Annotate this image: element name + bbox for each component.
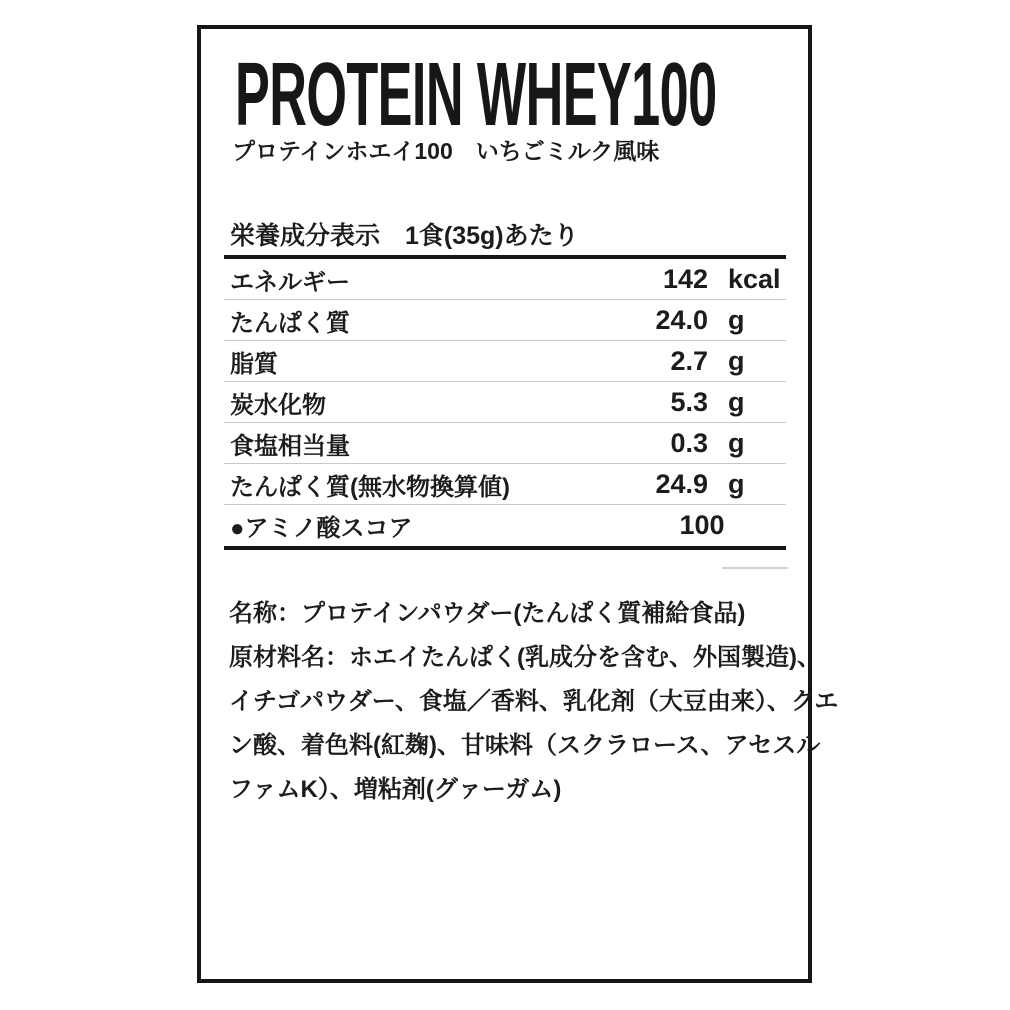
row-value: 24.0 [655, 304, 708, 335]
row-value: 24.9 [655, 468, 708, 499]
row-label: 食塩相当量 [230, 432, 350, 460]
nutrition-table-body [224, 255, 786, 550]
product-title: PROTEIN WHEY100 [235, 45, 717, 145]
nutrition-row-energy [224, 259, 786, 300]
ingredients-line-2: イチゴパウダー、食塩／香料、乳化剤（大豆由来）、クエ [229, 688, 839, 715]
row-label: 炭水化物 [230, 391, 326, 419]
row-unit: g [728, 304, 745, 335]
row-value: 0.3 [670, 427, 708, 458]
row-label: 脂質 [230, 350, 278, 378]
faint-divider [722, 567, 788, 569]
ingredients-line-1: 原材料名：ホエイたんぱく(乳成分を含む、外国製造)、 [229, 644, 821, 671]
nutrition-row-carbohydrate [224, 382, 786, 423]
nutrition-row-protein-anhydrous [224, 464, 786, 505]
ingredients-line-3: ン酸、着色料(紅麹)、甘味料（スクラロース、アセスル [229, 732, 821, 759]
row-unit: g [728, 345, 745, 376]
row-unit: g [728, 468, 745, 499]
nutrition-table [224, 221, 786, 550]
row-unit: g [728, 427, 745, 458]
product-name-line: 名称：プロテインパウダー(たんぱく質補給食品) [229, 600, 746, 627]
nutrition-label-box [197, 25, 839, 983]
row-value: 142 [662, 263, 708, 294]
row-label: たんぱく質 [230, 309, 350, 337]
row-unit: g [728, 386, 745, 417]
row-label: ●アミノ酸スコア [230, 515, 413, 542]
nutrition-row-fat [224, 341, 786, 382]
row-value: 2.7 [670, 345, 708, 376]
row-unit: kcal [728, 263, 781, 294]
row-label: エネルギー [230, 268, 350, 296]
product-subtitle: プロテインホエイ100 いちごミルク風味 [232, 138, 660, 164]
row-value: 100 [679, 510, 725, 540]
ingredients-line-4: ファムK）、増粘剤(グァーガム) [229, 776, 562, 803]
row-label: たんぱく質(無水物換算値) [230, 473, 510, 501]
nutrition-row-amino-acid-score [224, 505, 786, 546]
row-value: 5.3 [670, 386, 708, 417]
nutrition-row-protein [224, 300, 786, 341]
nutrition-row-salt [224, 423, 786, 464]
ingredients-block [229, 592, 838, 812]
nutrition-table-header: 栄養成分表示 1食(35g)あたり [230, 222, 579, 250]
